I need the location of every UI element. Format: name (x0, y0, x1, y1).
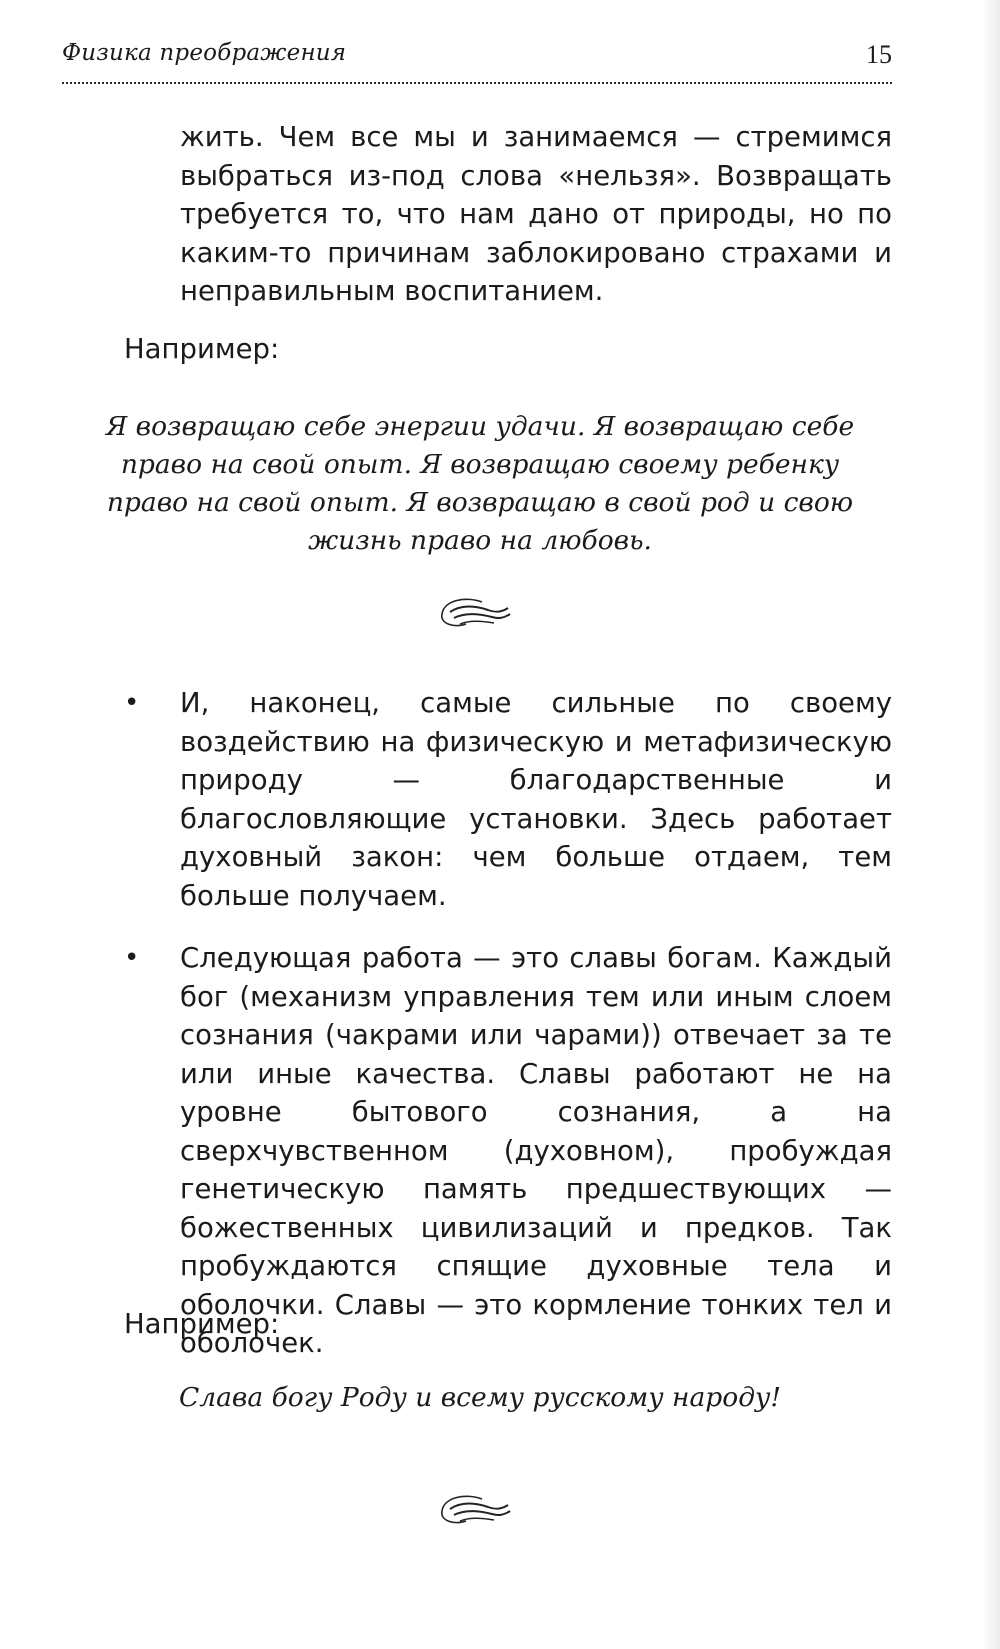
bullet-item: И, наконец, самые сильные по своему воздействию на физическую и метафизическую природу — благодарственные и благословляющие установки. Здесь работает духовный закон: чем больше отдаем, тем больше получаем. (180, 687, 892, 912)
example-quote: Я возвращаю себе энергии удачи. Я возвращаю себе право на свой опыт. Я возвращаю своему ребенку право на свой опыт. Я возвращаю в свой род и свою жизнь право на любовь. (105, 411, 855, 556)
bullet-item: Следующая работа — это славы богам. Каждый бог (механизм управления тем или иным слоем сознания (чакрами или чарами)) отвечает за те или иные качества. Славы работают не на уровне бытового сознания, а на сверхчувственном (духовном), пробуждая генетическую память предшествующих — божественных цивилизаций и предков. Так пробуждаются спящие духовные тела и оболочки. Славы — это кормление тонких тел и оболочек. (180, 942, 892, 1359)
example-label: Например: (124, 333, 280, 365)
example-quote: Слава богу Роду и всему русскому народу! (178, 1382, 782, 1413)
page-number: 15 (866, 40, 892, 69)
example-label: Например: (124, 1308, 280, 1340)
running-header (62, 38, 892, 84)
continued-paragraph: жить. Чем все мы и занимаемся — стремимся выбраться из-под слова «нельзя». Возвращать требуется то, что нам дано от природы, но по каким-то причинам заблокировано страхами и неправильным воспитанием. (180, 121, 892, 307)
flourish-icon (436, 1487, 516, 1531)
bullet-marker: • (124, 688, 140, 718)
running-title: Физика преображения (62, 40, 347, 66)
page-edge-shadow (982, 0, 1000, 1649)
flourish-icon (436, 590, 516, 634)
bullet-marker: • (124, 943, 140, 973)
